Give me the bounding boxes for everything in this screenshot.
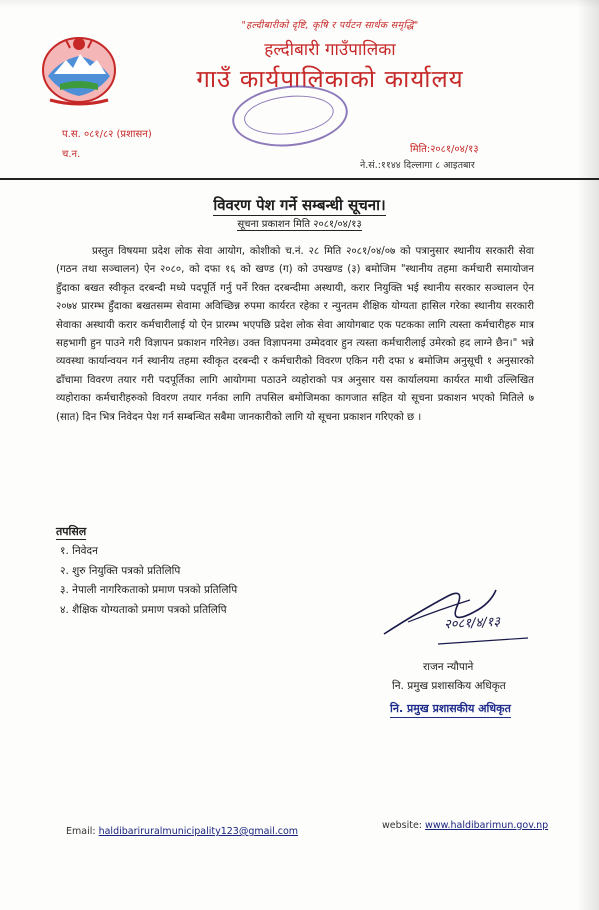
letterhead: [120, 12, 540, 95]
scan-shadow-top: [0, 0, 599, 8]
notice-title: [0, 195, 599, 215]
municipality-motto: "हल्दीबारीको दृष्टि, कृषि र पर्यटन सार्थक समृद्धि": [241, 20, 419, 31]
signature-date: २०८१/४/१३: [443, 614, 501, 633]
website-label: website:: [382, 820, 423, 831]
attachments-list: [60, 542, 237, 620]
email-link[interactable]: haldibariruralmunicipality123@gmail.com: [98, 826, 299, 837]
footer-website: [382, 820, 548, 831]
scan-shadow-right: [577, 0, 599, 910]
attachment-item: १. निवेदन: [60, 545, 98, 557]
letter-date: मिति:२०८१/०४/१३: [410, 144, 479, 155]
attachment-item: ३. नेपाली नागरिकताको प्रमाण पत्रको प्रतिलिपि: [60, 584, 238, 596]
letter-number: प.स. ०८१/८२ (प्रशासन): [62, 129, 152, 140]
dispatch-number: च.न.: [62, 149, 81, 160]
municipality-name: हल्दीबारी गाउँपालिका: [264, 40, 396, 60]
attachment-item: २. शुरु नियुक्ति पत्रको प्रतिलिपि: [60, 564, 181, 577]
header-divider: [0, 178, 599, 180]
website-link[interactable]: www.haldibarimun.gov.np: [425, 820, 549, 831]
notice-title-text: विवरण पेश गर्ने सम्बन्धी सूचना।: [213, 196, 386, 214]
attachments-heading: तपसिल: [56, 525, 87, 538]
footer-email: [66, 826, 298, 837]
attachment-item: ४. शैक्षिक योग्यताको प्रमाण पत्रको प्रतिलिपि: [60, 603, 227, 616]
office-name: गाउँ कार्यपालिकाको कार्यालय: [196, 65, 464, 93]
signatory-designation: नि. प्रमुख प्रशासकिय अधिकृत: [392, 680, 506, 692]
nepal-sambat-date: ने.सं.:११४४ दिल्लागा ८ आइतबार: [360, 160, 475, 171]
notice-publish-date: [0, 216, 599, 230]
notice-publish-date-text: सूचना प्रकाशन मिति २०८१/०४/१३: [237, 219, 362, 230]
nepal-government-emblem-icon: [40, 30, 118, 106]
office-seal-inner-ring: [242, 92, 335, 139]
signatory-name: राजन न्यौपाने: [423, 661, 474, 673]
notice-body: प्रस्तुत विषयमा प्रदेश लोक सेवा आयोग, कोशीको च.नं. २८ मिति २०८१/०४/०७ को पत्रानुसार स्थानीय सरकारी सेवा (गठन तथा सञ्चालन) ऐन २०८०, को दफा १६ को खण्ड (ग) को उपखण्ड (३) बमोजिम "स्थानीय तहमा कर्मचारी समायोजन हुँदाका बखत स्वीकृत दरबन्दी मध्ये पदपूर्ति गर्नु पर्ने रिक्त दरबन्दीमा अस्थायी, करार नियुक्ति भई स्थानीय सरकार सञ्चालन ऐन २०७४ प्रारम्भ हुँदाका बखतसम्म सेवामा अविच्छिन्न रुपमा कार्यरत रहेका र न्युनतम शैक्षिक योग्यता हासिल गरेका स्थानीय सरकारी सेवाका अस्थायी करार कर्मचारीलाई यो ऐन प्रारम्भ भएपछि प्रदेश लोक सेवा आयोगबाट एक पटकका लागि त्यस्ता कर्मचारीहरु मात्र सहभागी हुन पाउने गरी विज्ञापन प्रकाशन गरिनेछ। उक्त विज्ञापनमा उम्मेदवार हुन त्यस्ता कर्मचारीलाई उमेरको हद लाग्ने छैन।" भन्ने व्यवस्था कार्यान्वयन गर्न स्थानीय तहमा स्वीकृत दरबन्दी र कर्मचारीको विवरण एकिन गरी दफा ४ बमोजिम अनुसूची १ अनुसारको ढाँचामा विवरण तयार गरी पदपूर्तिका लागि आयोगमा पठाउने व्यहोराको पत्र अनुसार यस कार्यालयमा कार्यरत माथी उल्लिखित व्यहोराका कर्मचारीहरुको विवरण तयार गर्नका लागि तपसिल बमोजिमका कागजात सहित यो सूचना प्रकाशन भएको मितिले ७ (सात) दिन भित्र निवेदन पेश गर्न सम्बन्धित सबैमा जानकारीको लागि यो सूचना प्रकाशन गरिएको छ ।: [56, 246, 534, 423]
designation-stamp: नि. प्रमुख प्रशासकीय अधिकृत: [390, 701, 511, 718]
email-label: Email:: [66, 826, 96, 837]
